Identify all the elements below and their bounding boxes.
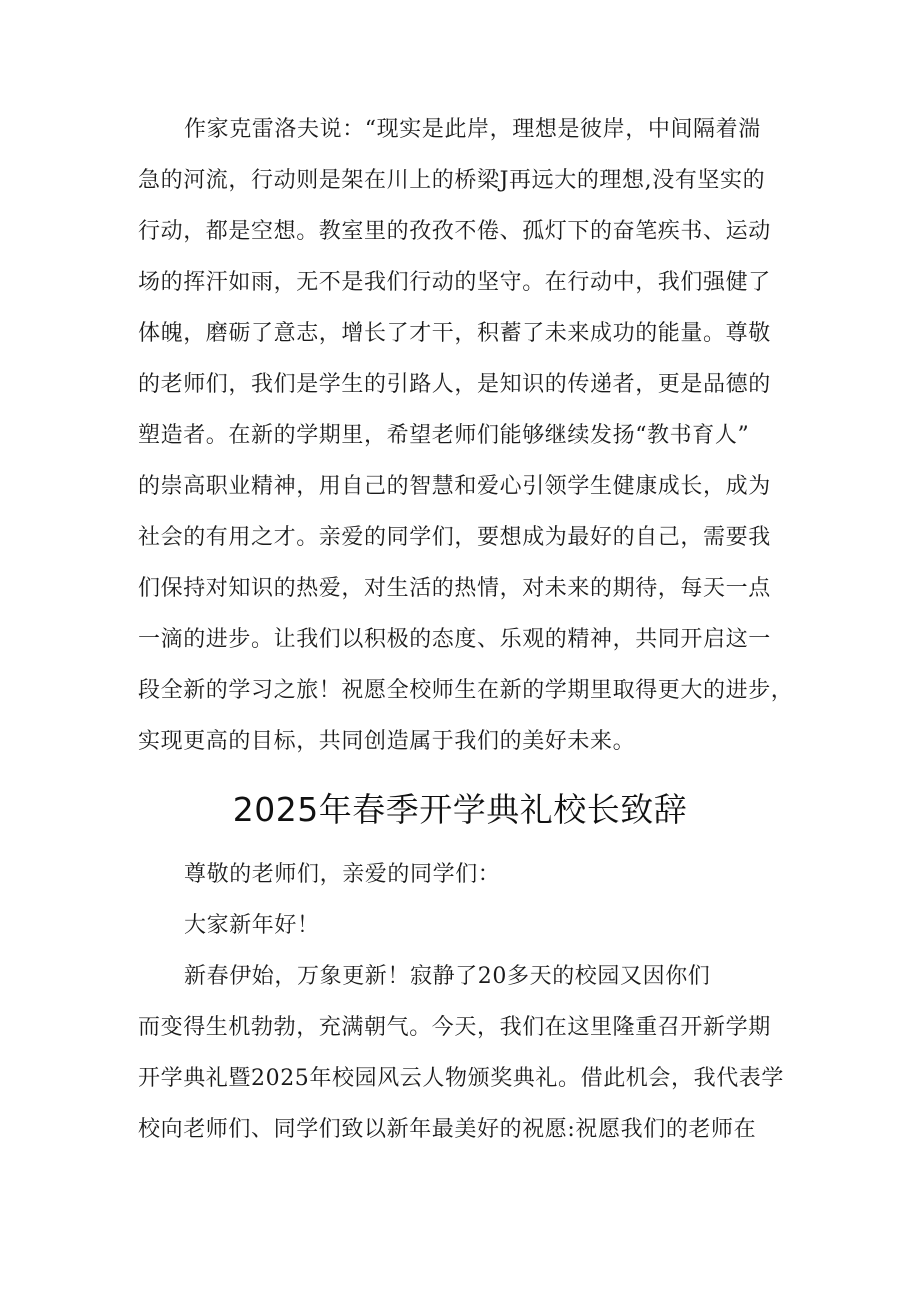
paragraph-line: 社会的有用之才。亲爱的同学们，要想成为最好的自己，需要我 — [138, 525, 771, 550]
paragraph-line: 一滴的进步。让我们以积极的态度、乐观的精神，共同开启这一 — [138, 627, 771, 652]
paragraph-line: 开学典礼暨2025年校园风云人物颁奖典礼。借此机会，我代表学 — [138, 1066, 784, 1091]
paragraph-line: 而变得生机勃勃，充满朝气。今天，我们在这里隆重召开新学期 — [138, 1015, 771, 1040]
paragraph-line: 们保持对知识的热爱，对生活的热情，对未来的期待，每天一点 — [138, 576, 771, 601]
paragraph-line: 作家克雷洛夫说：“现实是此岸，理想是彼岸，中间隔着湍 — [184, 117, 761, 142]
paragraph-line: 行动，都是空想。教室里的孜孜不倦、孤灯下的奋笔疾书、运动 — [138, 219, 771, 244]
paragraph-line: 段全新的学习之旅！祝愿全校师生在新的学期里取得更大的进步， — [138, 678, 794, 703]
paragraph-line: 塑造者。在新的学期里，希望老师们能够继续发扬“教书育人” — [138, 423, 750, 448]
page-title: 2025年春季开学典礼校长致辞 — [232, 790, 688, 829]
paragraph-line: 场的挥汗如雨，无不是我们行动的坚守。在行动中，我们强健了 — [138, 270, 771, 295]
new-year-greeting: 大家新年好！ — [184, 913, 320, 938]
paragraph-line: 体魄，磨砺了意志，增长了才干，积蓄了未来成功的能量。尊敬 — [138, 321, 771, 346]
paragraph-line: 急的河流，行动则是架在川上的桥梁J再远大的理想,没有坚实的 — [138, 168, 766, 193]
paragraph-line: 的老师们，我们是学生的引路人，是知识的传递者，更是品德的 — [138, 372, 771, 397]
paragraph-line: 的崇高职业精神，用自己的智慧和爱心引领学生健康成长，成为 — [138, 474, 771, 499]
paragraph-line: 实现更高的目标，共同创造属于我们的美好未来。 — [138, 729, 636, 754]
paragraph-line: 校向老师们、同学们致以新年最美好的祝愿:祝愿我们的老师在 — [138, 1117, 757, 1142]
paragraph-line: 新春伊始，万象更新！寂静了20多天的校园又因你们 — [184, 964, 711, 989]
salutation: 尊敬的老师们，亲爱的同学们： — [184, 862, 501, 887]
